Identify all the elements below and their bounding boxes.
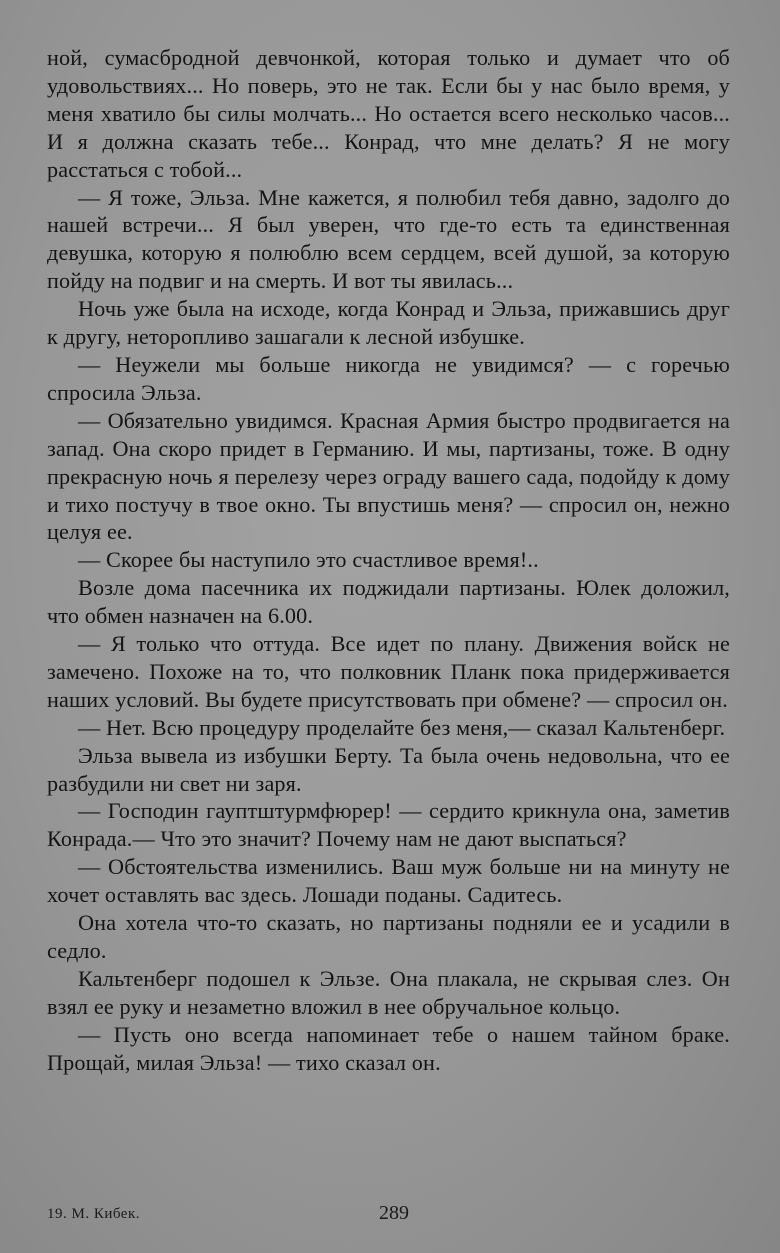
- printer-signature-mark: 19. М. Кибек.: [47, 1206, 140, 1222]
- paragraph: — Нет. Всю процедуру проделайте без меня,— сказал Кальтенберг.: [78, 714, 726, 740]
- paragraph: — Обстоятельства изменились. Ваш муж больше ни на минуту не хочет оставлять вас здесь. Лошади поданы. Садитесь.: [47, 854, 730, 908]
- paragraph: — Господин гауптштурмфюрер! — сердито крикнула она, заметив Конрада.— Что это значит? Почему нам не дают выспаться?: [47, 798, 730, 852]
- paragraph: — Обязательно увидимся. Красная Армия быстро продвигается на запад. Она скоро придет в Германию. И мы, партизаны, тоже. В одну прекрасную ночь я перелезу через ограду вашего сада, подойду к дому и тихо постучу в твое окно. Ты впустишь меня? — спросил он, нежно целуя ее.: [47, 407, 730, 545]
- paragraph: Ночь уже была на исходе, когда Конрад и Эльза, прижавшись друг к другу, неторопливо зашагали к лесной избушке.: [47, 296, 730, 350]
- paragraph: Кальтенберг подошел к Эльзе. Она плакала, не скрывая слез. Он взял ее руку и незаметно вложил в нее обручальное кольцо.: [47, 965, 730, 1019]
- page-footer: [47, 1202, 730, 1228]
- paragraph: — Неужели мы больше никогда не увидимся? — с горечью спросила Эльза.: [47, 351, 730, 405]
- paragraph: Возле дома пасечника их поджидали партизаны. Юлек доложил, что обмен назначен на 6.00.: [47, 575, 730, 629]
- paragraph: ной, сумасбродной девчонкой, которая только и думает что об удовольствиях... Но поверь, это не так. Если бы у нас было время, у меня хватило бы силы молчать... Но остается всего несколько часов... И я должна сказать тебе... Конрад, что мне делать? Я не могу расстаться с тобой...: [47, 45, 730, 182]
- paragraph: Эльза вывела из избушки Берту. Та была очень недовольна, что ее разбудили ни свет ни заря.: [47, 742, 730, 796]
- page-body-text: [47, 44, 730, 1077]
- paragraph: — Я тоже, Эльза. Мне кажется, я полюбил тебя давно, задолго до нашей встречи... Я был уверен, что где-то есть та единственная девушка, которую я полюблю всем сердцем, всей душой, за которую пойду на подвиг и на смерть. И вот ты явилась...: [47, 184, 730, 294]
- paragraph: — Скорее бы наступило это счастливое время!..: [78, 547, 539, 573]
- page-number: 289: [379, 1202, 409, 1224]
- paragraph: — Я только что оттуда. Все идет по плану. Движения войск не замечено. Похоже на то, что полковник Планк пока придерживается наших условий. Вы будете присутствовать при обмене? — спросил он.: [47, 631, 730, 712]
- paragraph: Она хотела что-то сказать, но партизаны подняли ее и усадили в седло.: [47, 910, 730, 963]
- paragraph: — Пусть оно всегда напоминает тебе о нашем тайном браке. Прощай, милая Эльза! — тихо сказал он.: [47, 1021, 730, 1075]
